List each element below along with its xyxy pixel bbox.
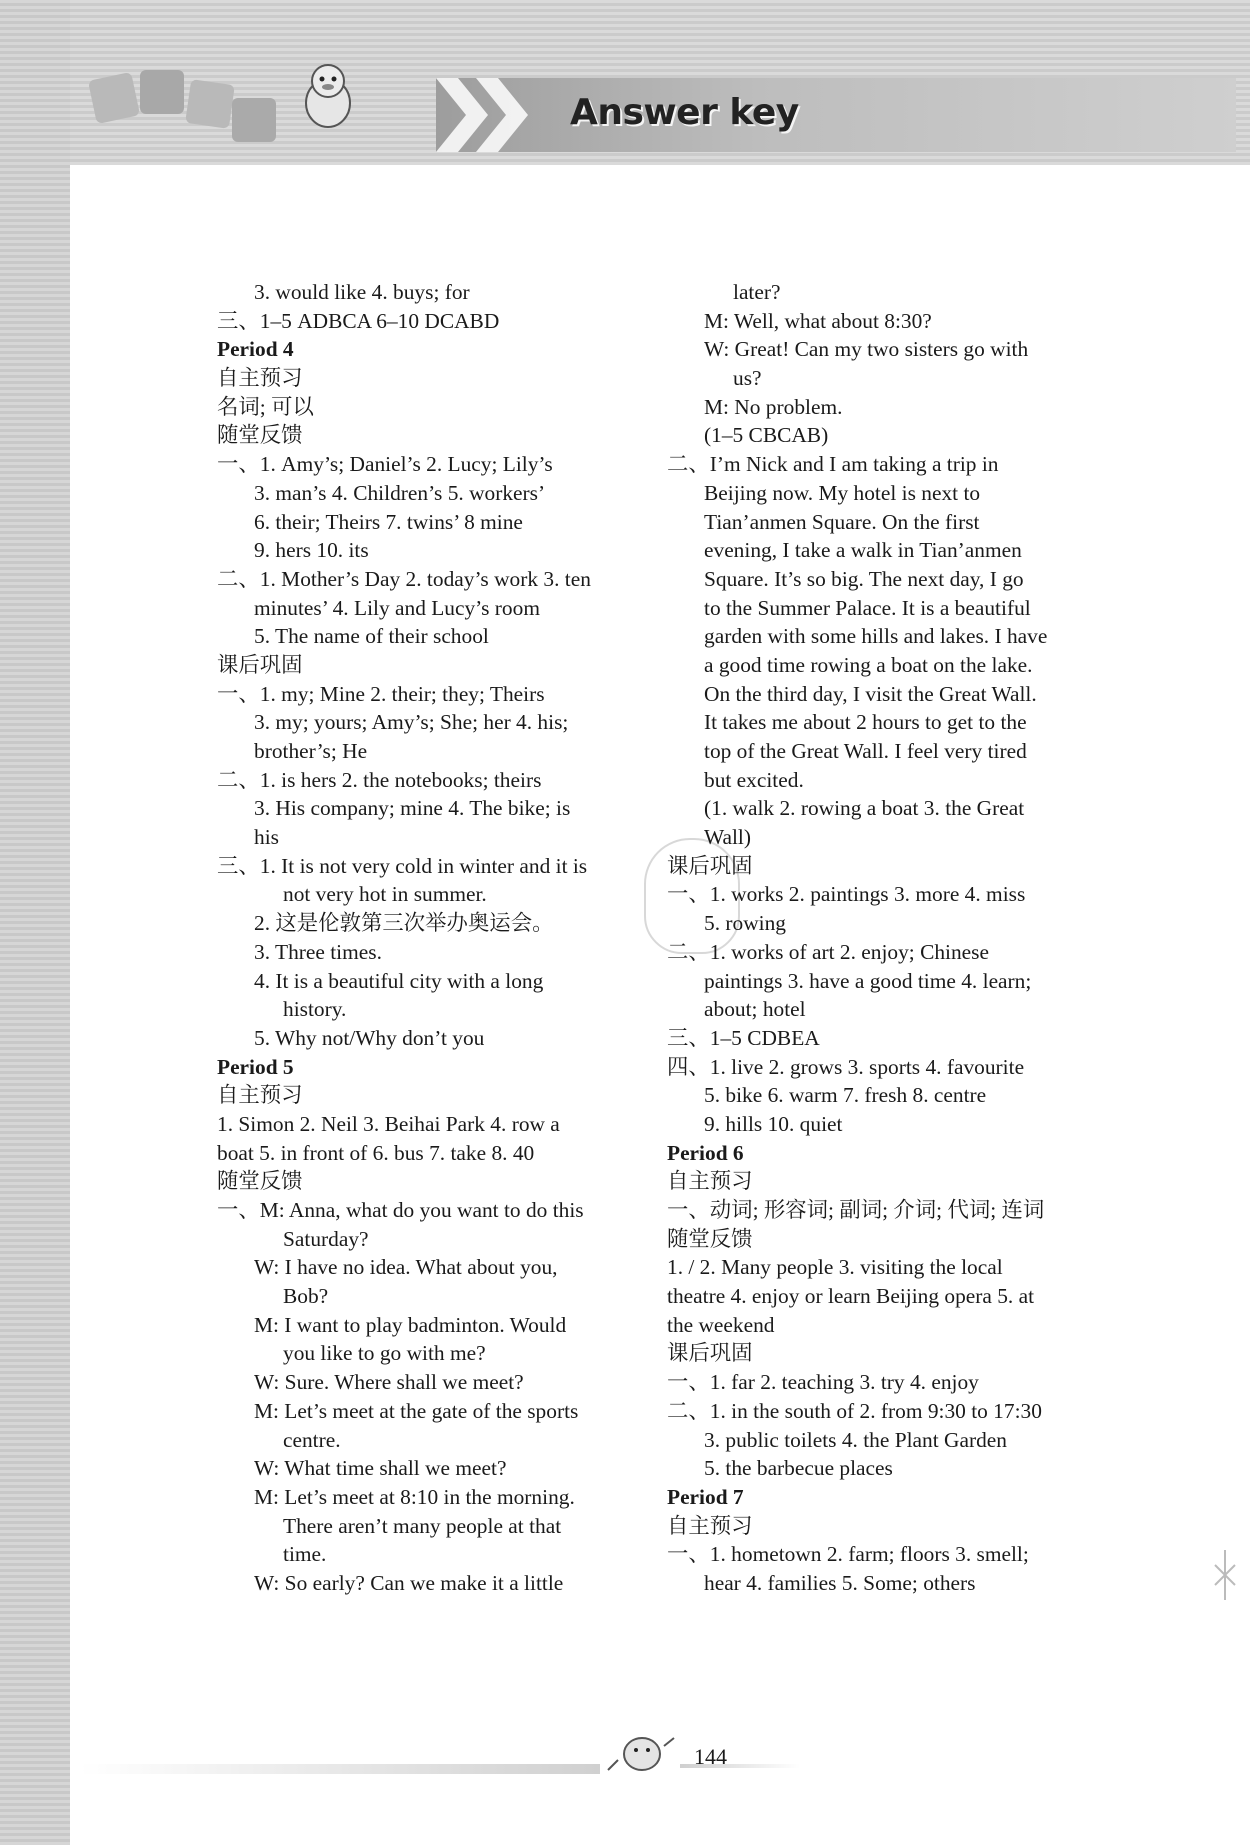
answer-line: (1–5 CBCAB): [704, 423, 829, 448]
answer-line: 二、1. in the south of 2. from 9:30 to 17:30: [667, 1398, 1042, 1423]
answer-line: 3. His company; mine 4. The bike; is: [254, 796, 571, 821]
answer-line: you like to go with me?: [283, 1341, 486, 1366]
answer-line: a good time rowing a boat on the lake.: [704, 652, 1033, 677]
answer-line: 名词; 可以: [217, 394, 314, 419]
answer-line: hear 4. families 5. Some; others: [704, 1570, 976, 1595]
answer-line: 3. Three times.: [254, 939, 382, 964]
answer-line: (1. walk 2. rowing a boat 3. the Great: [704, 796, 1025, 821]
answer-line: M: I want to play badminton. Would: [254, 1312, 567, 1337]
left-answer-column: [217, 278, 657, 1598]
footer-rule: [80, 1764, 600, 1774]
answer-line: M: Let’s meet at the gate of the sports: [254, 1398, 579, 1423]
answer-line: centre.: [283, 1427, 341, 1452]
section-heading: Period 4: [217, 337, 294, 362]
answer-line: not very hot in summer.: [283, 882, 487, 907]
page-number: 144: [694, 1744, 727, 1769]
answer-line: 自主预习: [217, 1083, 303, 1108]
answer-line: to the Summer Palace. It is a beautiful: [704, 595, 1031, 620]
answer-line: W: Great! Can my two sisters go with: [704, 337, 1029, 362]
answer-line: W: What time shall we meet?: [254, 1456, 507, 1481]
answer-line: 1. Simon 2. Neil 3. Beihai Park 4. row a: [217, 1111, 560, 1136]
answer-line: 二、1. is hers 2. the notebooks; theirs: [217, 767, 542, 792]
answer-line: 一、1. Amy’s; Daniel’s 2. Lucy; Lily’s: [217, 452, 553, 477]
answer-line: W: Sure. Where shall we meet?: [254, 1370, 524, 1395]
answer-line: 6. their; Theirs 7. twins’ 8 mine: [254, 509, 523, 534]
answer-line: 一、1. far 2. teaching 3. try 4. enjoy: [667, 1370, 979, 1395]
answer-line: us?: [733, 366, 762, 391]
answer-line: Bob?: [283, 1284, 329, 1309]
answer-line: M: No problem.: [704, 394, 843, 419]
answer-line: 自主预习: [667, 1513, 753, 1538]
answer-line: top of the Great Wall. I feel very tired: [704, 739, 1027, 763]
answer-line: M: Let’s meet at 8:10 in the morning.: [254, 1484, 575, 1509]
right-answer-column: [667, 278, 1107, 1598]
answer-line: 课后巩固: [667, 1341, 753, 1366]
answer-line: 一、1. works 2. paintings 3. more 4. miss: [667, 882, 1026, 907]
answer-line: W: I have no idea. What about you,: [254, 1255, 558, 1280]
answer-line: M: Well, what about 8:30?: [704, 308, 932, 333]
answer-line: but excited.: [704, 767, 804, 792]
answer-line: 5. Why not/Why don’t you: [254, 1025, 485, 1050]
answer-line: 9. hills 10. quiet: [704, 1111, 843, 1136]
answer-line: 课后巩固: [667, 853, 753, 878]
left-border: [0, 0, 70, 1845]
answer-line: theatre 4. enjoy or learn Beijing opera 5. at: [667, 1284, 1035, 1309]
section-heading: Period 5: [217, 1054, 294, 1079]
answer-line: 3. man’s 4. Children’s 5. workers’: [254, 480, 546, 505]
page-title: Answer key: [570, 92, 799, 133]
answer-line: Tian’anmen Square. On the first: [704, 509, 980, 534]
answer-line: 随堂反馈: [667, 1226, 753, 1251]
answer-line: 3. my; yours; Amy’s; She; her 4. his;: [254, 710, 569, 735]
answer-line: It takes me about 2 hours to get to the: [704, 710, 1027, 735]
answer-line: 二、1. works of art 2. enjoy; Chinese: [667, 939, 989, 964]
answer-line: Wall): [704, 825, 751, 850]
answer-line: time.: [283, 1542, 327, 1567]
answer-line: 三、1. It is not very cold in winter and it is: [217, 853, 588, 878]
answer-line: 自主预习: [217, 366, 303, 391]
answer-line: 一、动词; 形容词; 副词; 介词; 代词; 连词: [667, 1198, 1045, 1222]
answer-line: 课后巩固: [217, 652, 303, 677]
answer-line: 四、1. live 2. grows 3. sports 4. favourite: [667, 1054, 1025, 1079]
answer-line: 二、I’m Nick and I am taking a trip in: [667, 452, 999, 477]
answer-line: 二、1. Mother’s Day 2. today’s work 3. ten: [217, 566, 591, 591]
answer-line: evening, I take a walk in Tian’anmen: [704, 538, 1022, 563]
footer-mascot-icon: [606, 1720, 676, 1780]
answer-line: garden with some hills and lakes. I have: [704, 624, 1048, 649]
answer-line: his: [254, 825, 279, 850]
answer-line: 3. public toilets 4. the Plant Garden: [704, 1427, 1007, 1452]
answer-line: Saturday?: [283, 1226, 369, 1251]
answer-line: 自主预习: [667, 1169, 753, 1194]
answer-line: 一、M: Anna, what do you want to do this: [217, 1198, 584, 1222]
answer-line: On the third day, I visit the Great Wall.: [704, 681, 1037, 706]
answer-line: 一、1. my; Mine 2. their; they; Theirs: [217, 681, 545, 706]
scissors-icon: [1210, 1545, 1240, 1605]
answer-line: 三、1–5 CDBEA: [667, 1025, 820, 1050]
answer-line: 5. the barbecue places: [704, 1456, 893, 1481]
answer-line: There aren’t many people at that: [283, 1513, 562, 1538]
answer-line: paintings 3. have a good time 4. learn;: [704, 968, 1032, 993]
answer-line: minutes’ 4. Lily and Lucy’s room: [254, 595, 540, 620]
answer-line: 5. The name of their school: [254, 624, 489, 649]
puzzle-decoration: [92, 68, 292, 164]
answer-line: boat 5. in front of 6. bus 7. take 8. 40: [217, 1140, 535, 1165]
answer-line: 3. would like 4. buys; for: [254, 280, 470, 304]
answer-line: 2. 这是伦敦第三次举办奥运会。: [254, 911, 554, 936]
section-heading: Period 7: [667, 1484, 744, 1509]
answer-line: W: So early? Can we make it a little: [254, 1570, 564, 1595]
answer-line: 随堂反馈: [217, 1169, 303, 1194]
answer-line: 4. It is a beautiful city with a long: [254, 968, 544, 993]
answer-line: 9. hers 10. its: [254, 538, 369, 563]
answer-line: 5. rowing: [704, 911, 786, 936]
answer-line: the weekend: [667, 1312, 775, 1337]
section-heading: Period 6: [667, 1140, 744, 1165]
answer-line: later?: [733, 280, 781, 304]
answer-line: 三、1–5 ADBCA 6–10 DCABD: [217, 308, 500, 333]
answer-line: 随堂反馈: [217, 423, 303, 448]
answer-line: 一、1. hometown 2. farm; floors 3. smell;: [667, 1542, 1029, 1567]
chevron-arrows-icon: [436, 78, 576, 152]
answer-line: history.: [283, 997, 347, 1022]
answer-line: Beijing now. My hotel is next to: [704, 480, 981, 505]
mascot-icon: [288, 55, 368, 135]
answer-line: Square. It’s so big. The next day, I go: [704, 566, 1024, 591]
answer-line: brother’s; He: [254, 739, 368, 763]
answer-line: about; hotel: [704, 997, 806, 1022]
answer-line: 1. / 2. Many people 3. visiting the local: [667, 1255, 1003, 1280]
answer-line: 5. bike 6. warm 7. fresh 8. centre: [704, 1083, 987, 1108]
